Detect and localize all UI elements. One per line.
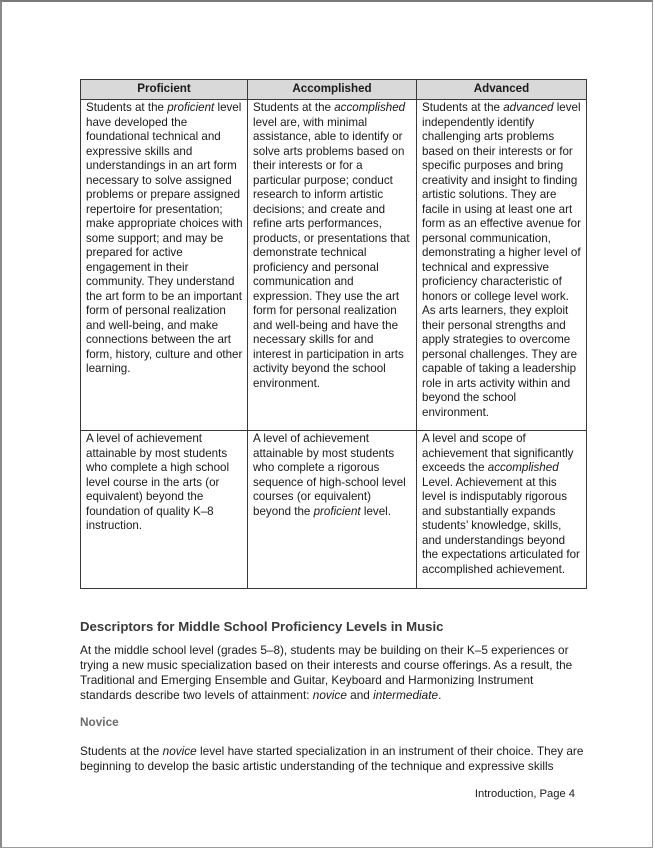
cell-proficient-achievement: A level of achievement attainable by most students who complete a high school level course in the arts (or equivalent) beyond the foundation of quality K–8 instruction. [81, 431, 248, 589]
intro-paragraph: At the middle school level (grades 5–8), students may be building on their K–5 experiences or trying a new music specialization based on their interests and course offerings. As a result, the Traditional and Emerging Ensemble and Guitar, Keyboard and Harmonizing Instrument standards describe two levels of attainment: novice and intermediate. [80, 643, 573, 702]
section-heading: Descriptors for Middle School Proficiency Levels in Music [80, 619, 444, 634]
novice-subheading: Novice [80, 715, 119, 729]
cell-proficient-description: Students at the proficient level have developed the foundational technical and expressive skills and understandings in an art form necessary to solve assigned problems or prepare assigned repertoire for presentation; make appropriate choices with some support; and may be prepared for active engagement in their community. They understand the art form to be an important form of personal realization and well-being, and make connections between the art form, history, culture and other learning. [81, 100, 248, 431]
novice-paragraph: Students at the novice level have started specialization in an instrument of their choice. They are beginning to develop the basic artistic understanding of the technique and expressive skills [80, 744, 584, 773]
cell-accomplished-description: Students at the accomplished level are, with minimal assistance, able to identify or solve arts problems based on their interests or for a particular purpose; conduct research to inform artistic decisions; and create and refine arts performances, products, or presentations that demonstrate technical proficiency and personal communication and expression. They use the art form for personal realization and well-being and have the necessary skills for and interest in participation in arts activity beyond the school environment. [248, 100, 417, 431]
header-accomplished: Accomplished [248, 80, 417, 100]
proficiency-levels-table [80, 79, 587, 589]
page-footer: Introduction, Page 4 [474, 788, 575, 800]
cell-advanced-achievement: A level and scope of achievement that significantly exceeds the accomplished Level. Achievement at this level is indisputably rigorous and substantially expands students’ knowledge, skills, and understandings beyond the expectations articulated for accomplished achievement. [417, 431, 587, 589]
header-advanced: Advanced [417, 80, 587, 100]
cell-accomplished-achievement: A level of achievement attainable by most students who complete a rigorous sequence of high-school level courses (or equivalent) beyond the proficient level. [248, 431, 417, 589]
cell-advanced-description: Students at the advanced level independently identify challenging arts problems based on their interests or for specific purposes and bring creativity and insight to finding artistic solutions. They are facile in using at least one art form as an effective avenue for personal communication, demonstrating a higher level of technical and expressive proficiency characteristic of honors or college level work. As arts learners, they exploit their personal strengths and apply strategies to overcome personal challenges. They are capable of taking a leadership role in arts activity within and beyond the school environment. [417, 100, 587, 431]
table-row [81, 100, 587, 431]
table-header-row [81, 80, 587, 100]
table-row [81, 431, 587, 589]
header-proficient: Proficient [81, 80, 248, 100]
